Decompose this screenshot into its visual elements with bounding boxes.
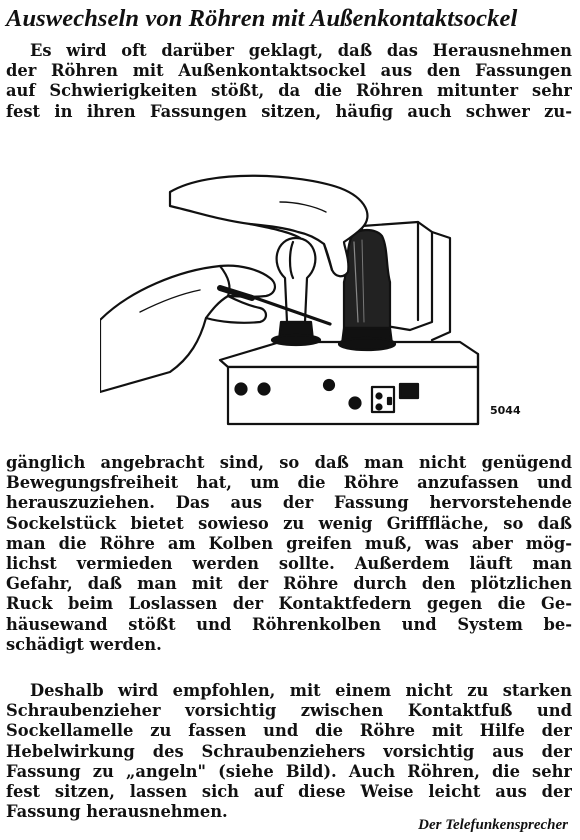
- text-line: lichst vermieden werden sollte. Außerdem läuft man: [6, 554, 572, 574]
- text-line: Fassung herausnehmen.: [6, 802, 228, 822]
- text-line: man die Röhre am Kolben greifen muß, was aber mög-: [6, 533, 572, 553]
- tube-removal-illustration: [100, 172, 520, 442]
- text-line: schädigt werden.: [6, 634, 162, 654]
- text-line: Deshalb wird empfohlen, mit einem nicht zu starken: [30, 681, 572, 700]
- paragraph-3: [6, 681, 572, 822]
- text-line: Sockellamelle zu fassen und die Röhre mit Hilfe der: [6, 721, 572, 741]
- text-line: herauszuziehen. Das aus der Fassung hervorstehende: [6, 493, 572, 513]
- source-credit: Der Telefunkensprecher: [418, 817, 568, 833]
- text-line: fest sitzen, lassen sich auf diese Weise leicht aus der: [6, 782, 572, 802]
- text-line: fest in ihren Fassungen sitzen, häufig auch schwer zu-: [6, 101, 572, 121]
- text-line: gänglich angebracht sind, so daß man nicht genügend: [6, 453, 572, 472]
- paragraph-2: [6, 453, 572, 655]
- paragraph-1: [6, 41, 572, 122]
- text-line: häusewand stößt und Röhrenkolben und System be-: [6, 614, 572, 634]
- text-line: der Röhren mit Außenkontaktsockel aus den Fassungen: [6, 61, 572, 81]
- text-line: Hebelwirkung des Schraubenziehers vorsichtig aus der: [6, 741, 572, 761]
- text-line: Ruck beim Loslassen der Kontaktfedern gegen die Ge-: [6, 594, 572, 614]
- text-line: Sockelstück bietet sowieso zu wenig Grifffläche, so daß: [6, 513, 572, 533]
- text-line: Gefahr, daß man mit der Röhre durch den plötzlichen: [6, 574, 572, 594]
- text-line: Bewegungsfreiheit hat, um die Röhre anzufassen und: [6, 473, 572, 493]
- text-line: auf Schwierigkeiten stößt, da die Röhren mitunter sehr: [6, 81, 572, 101]
- article-title: Auswechseln von Röhren mit Außenkontaktsockel: [6, 5, 518, 32]
- figure-number: 5044: [490, 404, 521, 417]
- text-line: Es wird oft darüber geklagt, daß das Herausnehmen: [30, 41, 572, 60]
- text-line: Schraubenzieher vorsichtig zwischen Kontaktfuß und: [6, 701, 572, 721]
- text-line: Fassung zu „angeln" (siehe Bild). Auch Röhren, die sehr: [6, 761, 572, 781]
